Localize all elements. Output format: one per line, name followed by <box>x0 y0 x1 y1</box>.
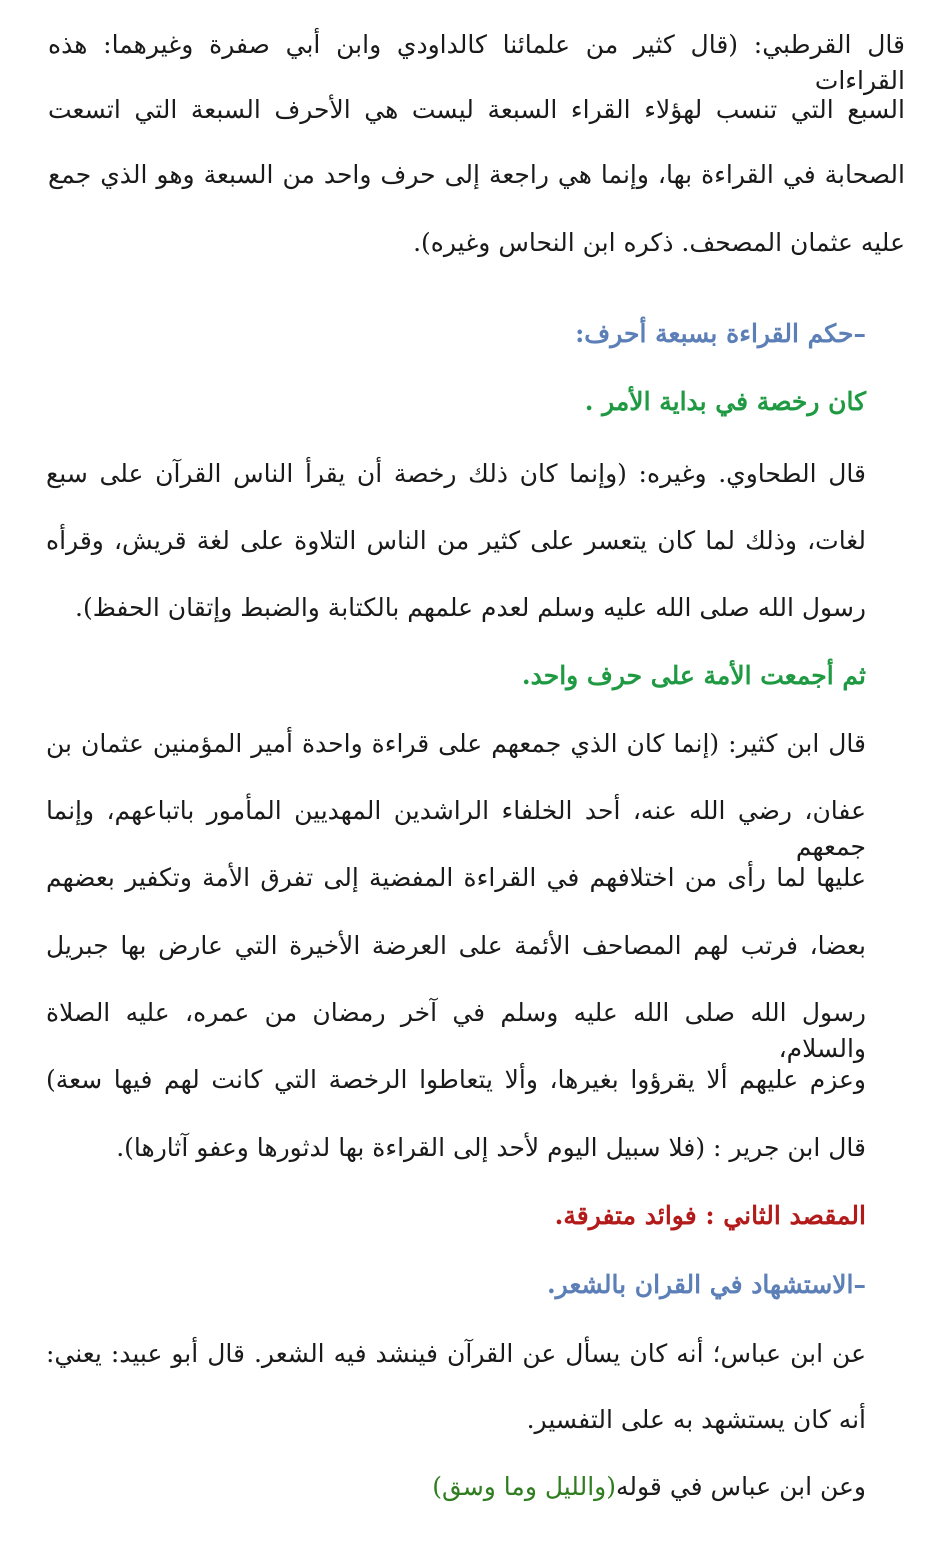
paragraph-4: قال ابن جرير : (فلا سبيل اليوم لأحد إلى القراءة بها لدثورها وعفو آثارها). <box>116 1133 866 1162</box>
paragraph-3-line-4: بعضا، فرتب لهم المصاحف الأئمة على العرضة الأخيرة التي عارض بها جبريل <box>46 931 866 960</box>
paragraph-5-line-2: أنه كان يستشهد به على التفسير. <box>526 1405 866 1434</box>
paragraph-3-line-2: عفان، رضي الله عنه، أحد الخلفاء الراشدين المهديين المأمور باتباعهم، وإنما جمعهم <box>46 796 866 861</box>
paragraph-3-line-3: عليها لما رأى من اختلافهم في القراءة المفضية إلى تفرق الأمة وتكفير بعضهم <box>46 863 866 892</box>
paragraph-1-line-4: عليه عثمان المصحف. ذكره ابن النحاس وغيره). <box>413 228 905 257</box>
paragraph-1-line-1: قال القرطبي: (قال كثير من علمائنا كالداودي وابن أبي صفرة وغيرهما: هذه القراءات <box>48 30 905 95</box>
section-heading-second-objective: المقصد الثاني : فوائد متفرقة. <box>554 1201 866 1230</box>
paragraph-3-line-6: وعزم عليهم ألا يقرؤوا بغيرها، وألا يتعاطوا الرخصة التي كانت لهم فيها سعة) <box>46 1065 866 1094</box>
subheading-consensus: ثم أجمعت الأمة على حرف واحد. <box>521 661 866 690</box>
paragraph-3-line-1: قال ابن كثير: (إنما كان الذي جمعهم على قراءة واحدة أمير المؤمنين عثمان بن <box>46 729 866 758</box>
subheading-concession: كان رخصة في بداية الأمر . <box>584 387 866 416</box>
paragraph-3-line-5: رسول الله صلى الله عليه وسلم في آخر رمضان من عمره، عليه الصلاة والسلام، <box>46 998 866 1063</box>
paragraph-6 <box>432 1469 866 1505</box>
section-heading-reading-ruling: –حكم القراءة بسبعة أحرف: <box>575 319 866 348</box>
paragraph-1-line-3: الصحابة في القراءة بها، وإنما هي راجعة إلى حرف واحد من السبعة وهو الذي جمع <box>48 160 905 189</box>
paragraph-1-line-2: السبع التي تنسب لهؤلاء القراء السبعة ليست هي الأحرف السبعة التي اتسعت <box>48 95 905 124</box>
paragraph-2-line-2: لغات، وذلك لما كان يتعسر على كثير من الناس التلاوة على لغة قريش، وقرأه <box>46 526 866 555</box>
paragraph-2-line-3: رسول الله صلى الله عليه وسلم لعدم علمهم بالكتابة والضبط وإتقان الحفظ). <box>75 593 866 622</box>
section-heading-poetry-citation: –الاستشهاد في القران بالشعر. <box>546 1270 866 1299</box>
paragraph-5-line-1: عن ابن عباس؛ أنه كان يسأل عن القرآن فينشد فيه الشعر. قال أبو عبيد: يعني: <box>46 1339 866 1368</box>
quran-verse: (والليل وما وسق) <box>432 1472 616 1501</box>
paragraph-6-prefix: وعن ابن عباس في قوله <box>615 1472 866 1501</box>
paragraph-2-line-1: قال الطحاوي. وغيره: (وإنما كان ذلك رخصة أن يقرأ الناس القرآن على سبع <box>46 459 866 488</box>
